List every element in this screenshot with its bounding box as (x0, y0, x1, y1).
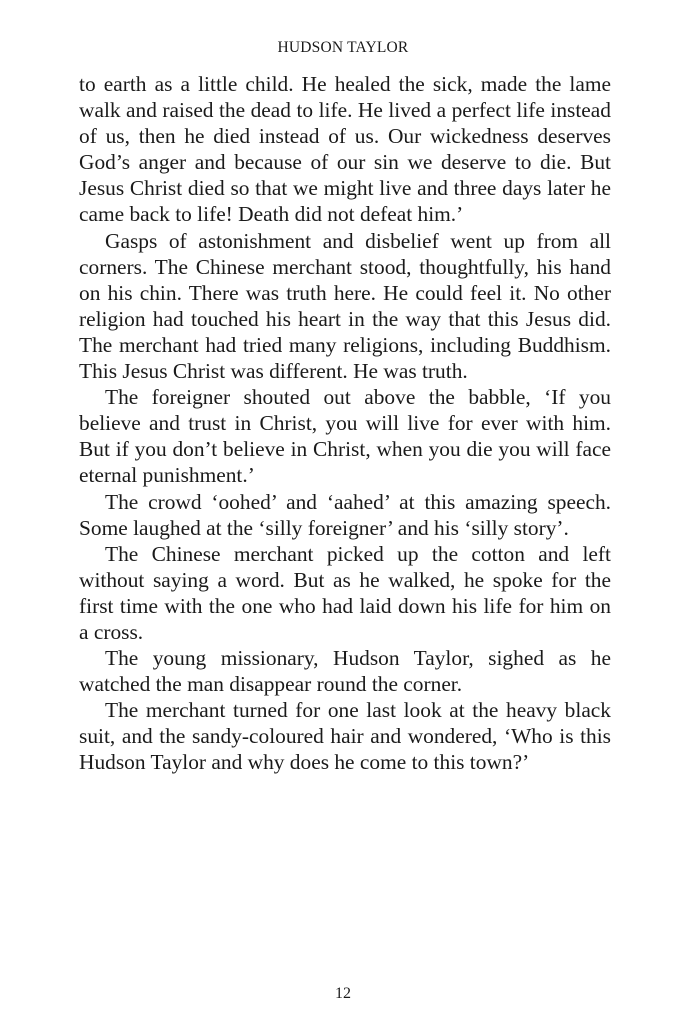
paragraph: The crowd ‘oohed’ and ‘aahed’ at this amazing speech. Some laughed at the ‘silly foreigner’ and his ‘silly story’. (79, 489, 611, 540)
running-head: HUDSON TAYLOR (277, 39, 409, 56)
paragraph: The merchant turned for one last look at the heavy black suit, and the sandy-coloured hair and wondered, ‘Who is this Hudson Taylor and why does he come to this town?’ (79, 698, 611, 775)
page-number: 12 (335, 985, 351, 1002)
paragraph-continuation: to earth as a little child. He healed the sick, made the lame walk and raised the dead to life. He lived a perfect life instead of us, then he died instead of us. Our wickedness deserves God’s anger and because of our sin we deserve to die. But Jesus Christ died so that we might live and three days later he came back to life! Death did not defeat him.’ (79, 72, 611, 227)
paragraph: The Chinese merchant picked up the cotton and left without saying a word. But as he walked, he spoke for the first time with the one who had laid down his life for him on a cross. (79, 541, 611, 644)
paragraph: The foreigner shouted out above the babble, ‘If you believe and trust in Christ, you will live for ever with him. But if you don’t believe in Christ, when you die you will face eternal punishment.’ (79, 385, 611, 488)
body-text (79, 71, 611, 776)
paragraph: Gasps of astonishment and disbelief went up from all corners. The Chinese merchant stood, thoughtfully, his hand on his chin. There was truth here. He could feel it. No other religion had touched his heart in the way that this Jesus did. The merchant had tried many religions, including Buddhism. This Jesus Christ was different. He was truth. (79, 228, 611, 384)
paragraph: The young missionary, Hudson Taylor, sighed as he watched the man disappear round the corner. (79, 646, 611, 697)
